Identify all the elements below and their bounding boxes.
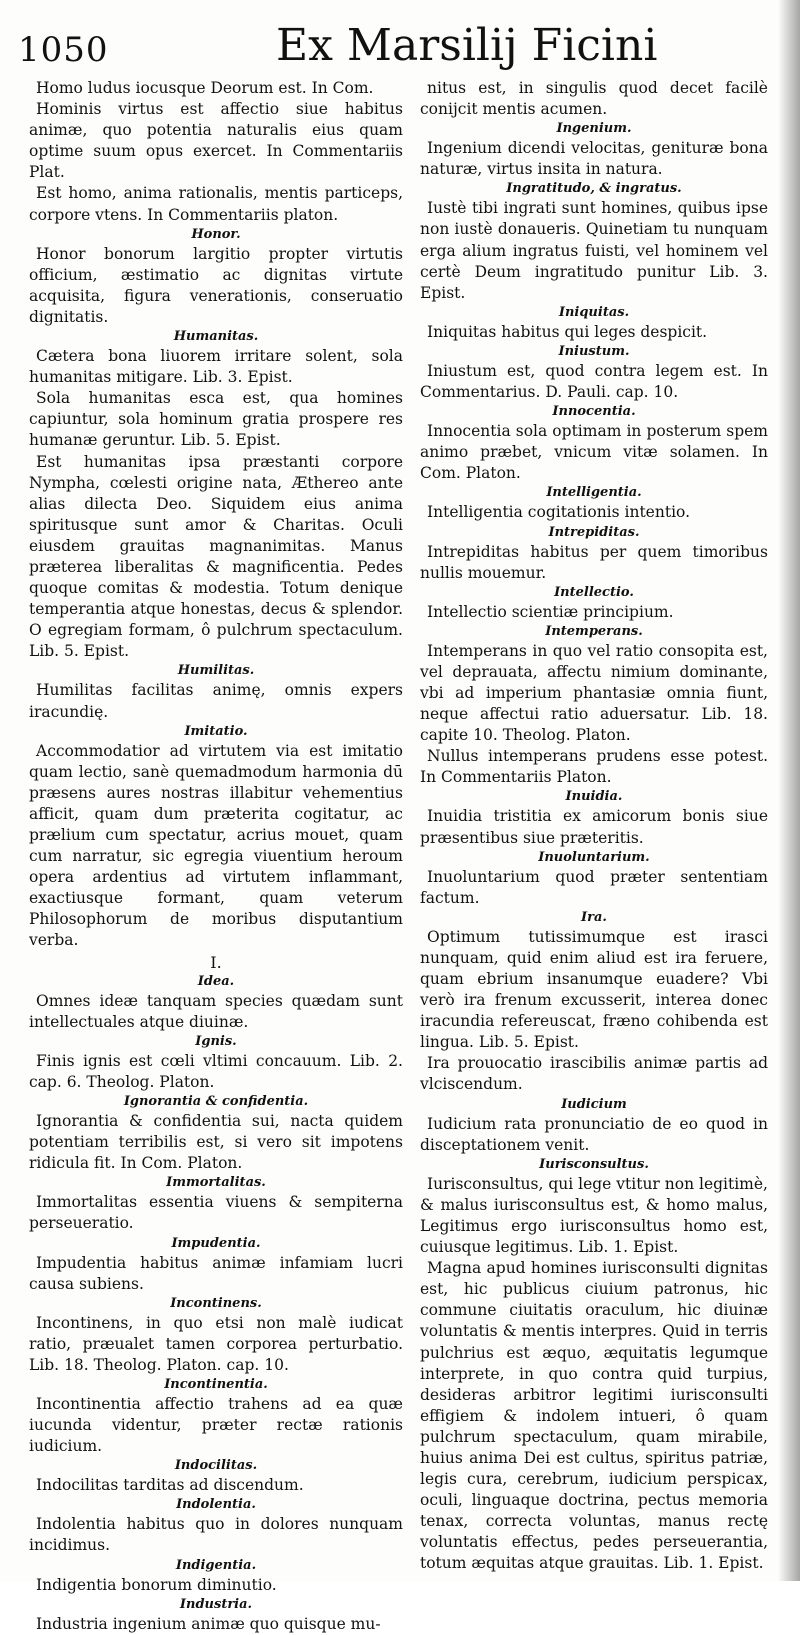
entry-text: Cætera bona liuorem irritare solent, sola humanitas mitigare. Lib. 3. Epist. <box>29 347 403 387</box>
entry-text: Iudicium rata pronunciatio de eo quod in disceptationem venit. <box>420 1114 768 1154</box>
entry-heading: Industria. <box>179 1596 253 1612</box>
entry-heading: Ignorantia & confidentia. <box>123 1094 309 1110</box>
entry-text: Inuidia tristitia ex amicorum bonis siue præsentibus siue præteritis. <box>420 807 768 847</box>
entry-text: Immortalitas essentia viuens & sempiterna perseueratio. <box>29 1193 403 1233</box>
entry-text: Homo ludus iocusque Deorum est. In Com. <box>36 79 374 97</box>
entry-heading: Imitatio. <box>184 723 248 739</box>
entry-text: Industria ingenium animæ quo quisque mu- <box>36 1614 381 1633</box>
entry-heading: Impudentia. <box>171 1235 261 1251</box>
entry-text: Impudentia habitus animæ infamiam lucri causa subiens. <box>29 1253 403 1293</box>
page-header <box>18 14 770 74</box>
entry-text: Est humanitas ipsa præstanti corpore Nympha, cœlesti origine nata, Æthereo ante alias dilecta Deo. Siquidem eius anima spiritusque sunt amor & Charitas. Oculi eiusdem grauitas magnanimitas. Manus præterea liberalitas & magnificentia. Pedes quoque comitas & modestia. Totum denique temperantia atque honestas, decus & splendor. O egregiam formam, ô pulchrum spectaculum. Lib. 5. Epist. <box>29 452 403 661</box>
entry-heading: Intrepiditas. <box>548 524 640 540</box>
entry-text: Optimum tutissimumque est irasci nunquam, quid enim aliud est ira feruere, quam ebrium insanumque euadere? Vbi verò ira frenum excusserit, interea donec iracundia refereuscat, fræno cohibenda est lingua. Lib. 5. Epist. <box>420 927 768 1052</box>
entry-text: Indolentia habitus quo in dolores nunquam incidimus. <box>29 1515 403 1555</box>
entry-heading: Humilitas. <box>177 663 255 679</box>
entry-heading: Intellectio. <box>554 584 634 600</box>
entry-heading: Indolentia. <box>176 1497 256 1513</box>
entry-heading: Intemperans. <box>545 623 643 639</box>
entry-heading: Iurisconsultus. <box>539 1156 649 1172</box>
entry-heading: Innocentia. <box>552 404 636 420</box>
entry-text: Iurisconsultus, qui lege vtitur non legitimè, & malus iurisconsultus est, & homo malus, Legitimus ergo iurisconsultus homo est, cuiusque legitimus. Lib. 1. Epist. <box>420 1174 768 1257</box>
entry-heading: Immortalitas. <box>166 1175 266 1191</box>
entry-text: Ignorantia & confidentia sui, nacta quidem potentiam terribilis est, si vero sit impotens ridicula fit. In Com. Platon. <box>29 1112 403 1173</box>
entry-heading: Idea. <box>197 973 235 989</box>
entry-heading: Honor. <box>191 226 241 242</box>
entry-heading: Iniquitas. <box>558 304 630 320</box>
entry-heading: Ira. <box>581 909 607 925</box>
entry-text: Incontinens, in quo etsi non malè iudicat ratio, præualet tamen corporea perturbatio. Lib. 18. Theolog. Platon. cap. 10. <box>29 1313 403 1374</box>
entry-text: Honor bonorum largitio propter virtutis officium, æstimatio ac dignitas virtute acquisita, figura venerationis, conseruatio dignitatis. <box>29 244 403 326</box>
entry-text: Hominis virtus est affectio siue habitus animæ, quo potentia naturalis eius quam optime suum opus exercet. In Commentariis Plat. <box>29 100 403 182</box>
entry-heading: Inuidia. <box>565 789 623 805</box>
entry-text: Ingenium dicendi velocitas, genituræ bona naturæ, virtus insita in natura. <box>420 139 768 179</box>
entry-text: Innocentia sola optimam in posterum spem animo præbet, vnicum vitæ solamen. In Com. Platon. <box>420 422 768 483</box>
entry-text: Iniquitas habitus qui leges despicit. <box>427 322 708 341</box>
entry-text: Iustè tibi ingrati sunt homines, quibus ipse non iustè donaueris. Quinetiam tu nunquam erga alium ingratus fuisti, vel hominem vel certè Deum ingratitudo punitur Lib. 3. Epist. <box>420 199 768 302</box>
entry-text: Iniustum est, quod contra legem est. In Commentarius. D. Pauli. cap. 10. <box>420 361 768 402</box>
entry-text: Humilitas facilitas animę, omnis expers iracundię. <box>29 681 403 721</box>
entry-heading: Iniustum. <box>558 343 630 359</box>
entry-text: Inuoluntarium quod præter sententiam factum. <box>420 867 768 907</box>
page-number: 1050 <box>18 30 109 70</box>
entry-heading: Iudicium <box>561 1096 627 1112</box>
entry-heading: Intelligentia. <box>546 485 642 501</box>
entry-heading: Incontinentia. <box>164 1376 268 1392</box>
entry-text: Indocilitas tarditas ad discendum. <box>36 1476 304 1495</box>
entry-heading: Indigentia. <box>175 1557 257 1573</box>
right-column <box>420 78 768 1575</box>
entry-text: nitus est, in singulis quod decet facilè conijcit mentis acumen. <box>420 79 768 119</box>
entry-text: Nullus intemperans prudens esse potest. In Commentariis Platon. <box>420 747 768 787</box>
entry-text: Ira prouocatio irascibilis animæ partis ad vlciscendum. <box>420 1054 768 1094</box>
entry-text: Est homo, anima rationalis, mentis particeps, corpore vtens. In Commentariis platon. <box>29 184 403 224</box>
entry-heading: Inuoluntarium. <box>538 849 650 865</box>
entry-heading: Ingratitudo, & ingratus. <box>506 181 682 197</box>
entry-text: Sola humanitas esca est, qua homines capiuntur, sola hominum gratia prospere res humanæ geruntur. Lib. 5. Epist. <box>29 389 403 450</box>
entry-text: Magna apud homines iurisconsulti dignitas est, hic publicus ciuium patronus, hic commune ciuitatis oraculum, hic diuinæ voluntatis & mentis interpres. Quid in terris pulchrius est æquo, æquitatis legumque interprete, in quo contra quid turpius, desideras arbitror legitimi iurisconsulti effigiem & indolem intueri, ô quam pulchrum spectaculum, quam mirabile, huius anima Dei est cultus, spiritus patriæ, legis cura, cerebrum, iudicium perspicax, oculi, linguaque doctrina, pectus memoria tenax, correcta voluntas, manus rectę voluntatis effectus, pedes perseuerantia, totum æquitas atque grauitas. Lib. 1. Epist. <box>420 1259 768 1573</box>
entry-text: Omnes ideæ tanquam species quædam sunt intellectuales atque diuinæ. <box>29 991 403 1031</box>
entry-text: Intelligentia cogitationis intentio. <box>427 503 691 522</box>
left-column <box>29 78 403 1635</box>
entry-text: Intellectio scientiæ principium. <box>427 602 674 621</box>
entry-heading: Indocilitas. <box>174 1458 258 1474</box>
entry-heading: Incontinens. <box>170 1295 262 1311</box>
entry-text: Incontinentia affectio trahens ad ea quæ iucunda videntur, præter rectæ rationis iudicium. <box>29 1394 403 1456</box>
entry-text: Intemperans in quo vel ratio consopita est, vel deprauata, affectu nimium dominante, vbi ad imperium phantasiæ omnia fiunt, neque affectui ratio aduersatur. Lib. 18. capite 10. Theolog. Platon. <box>420 641 768 745</box>
entry-heading: Ignis. <box>195 1033 237 1049</box>
section-letter: I. <box>210 952 222 972</box>
entry-text: Intrepiditas habitus per quem timoribus nullis mouemur. <box>420 542 768 582</box>
entry-heading: Humanitas. <box>173 329 259 345</box>
entry-heading: Ingenium. <box>556 121 632 137</box>
running-title: Ex Marsilij Ficini <box>276 20 658 71</box>
entry-text: Finis ignis est cœli vltimi concauum. Lib. 2. cap. 6. Theolog. Platon. <box>29 1051 403 1091</box>
entry-text: Accommodatior ad virtutem via est imitatio quam lectio, sanè quemadmodum harmonia dū præsens aures nostras illabitur vehementius afficit, quam dum præterita cogitatur, ac prælium cum spectatur, acrius mouet, quam cum narratur, sic egregia viuentium heroum opera ardentius ad virtutem inflammant, exactiusque formant, quam veterum Philosophorum de moribus disputantium verba. <box>29 741 403 950</box>
entry-text: Indigentia bonorum diminutio. <box>36 1575 277 1594</box>
